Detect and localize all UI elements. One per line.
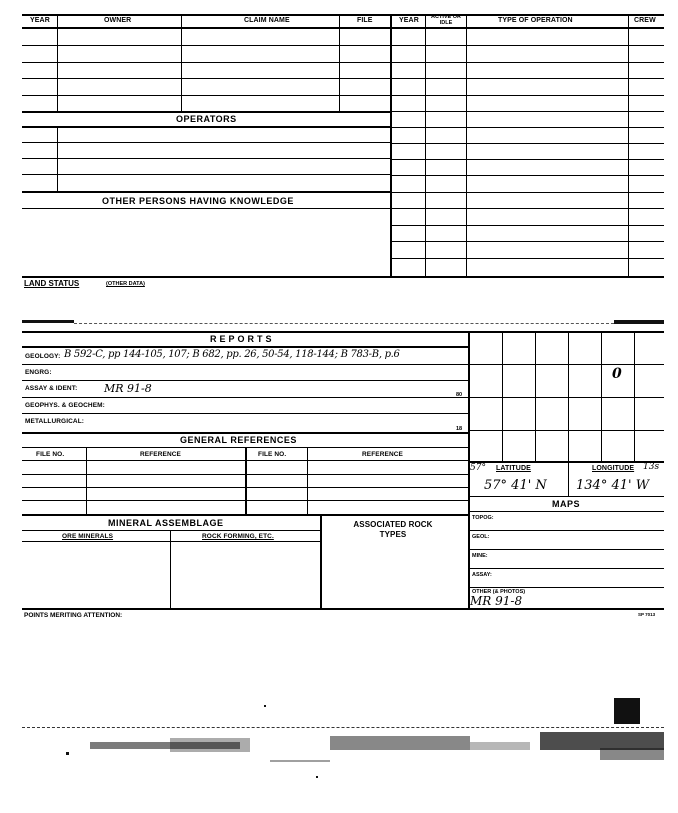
header-year: YEAR xyxy=(30,17,50,24)
geophys-label: GEOPHYS. & GEOCHEM: xyxy=(25,402,105,409)
assay-label: ASSAY & IDENT: xyxy=(25,385,78,392)
longitude-value: 134° 41' W xyxy=(576,478,650,493)
operators-label: OPERATORS xyxy=(176,114,237,124)
other-persons-label: OTHER PERSONS HAVING KNOWLEDGE xyxy=(102,196,294,206)
maps-other: OTHER (& PHOTOS) xyxy=(472,589,526,595)
header-crew: CREW xyxy=(634,17,656,24)
lat-prefix: 57° xyxy=(470,463,486,473)
grid-mark: 0 xyxy=(612,366,622,382)
metallurgical-label: METALLURGICAL: xyxy=(25,418,85,425)
general-references-title: GENERAL REFERENCES xyxy=(180,435,297,445)
land-status-sub: (OTHER DATA) xyxy=(106,281,145,287)
associated-rock-types: ASSOCIATED ROCK TYPES xyxy=(353,520,433,539)
assay-value: MR 91-8 xyxy=(104,382,152,395)
ref-header-reference-2: REFERENCE xyxy=(362,451,403,458)
ref-header-file-2: FILE NO. xyxy=(258,451,287,458)
header-file: FILE xyxy=(357,17,373,24)
engrg-label: ENGRG: xyxy=(25,369,52,376)
maps-other-value: MR 91-8 xyxy=(470,594,523,608)
points-meriting-label: POINTS MERITING ATTENTION: xyxy=(24,612,123,619)
maps-mine: MINE: xyxy=(472,553,488,559)
latitude-value: 57° 41' N xyxy=(484,478,547,493)
maps-geol: GEOL: xyxy=(472,534,490,540)
latitude-label: LATITUDE xyxy=(496,465,531,472)
longitude-label: LONGITUDE xyxy=(592,465,635,472)
header-owner: OWNER xyxy=(104,17,132,24)
form-number: SP 7013 xyxy=(638,612,656,617)
ref-header-file-1: FILE NO. xyxy=(36,451,65,458)
metal-num: 18 xyxy=(456,426,463,432)
header-type-operation: TYPE OF OPERATION xyxy=(498,17,573,24)
geology-value: B 592-C, pp 144-105, 107; B 682, pp. 26, 50-54, 118-144; B 783-B, p.6 xyxy=(64,349,400,360)
land-status-label: LAND STATUS xyxy=(24,279,80,288)
maps-assay: ASSAY: xyxy=(472,572,492,578)
assay-num: 80 xyxy=(456,392,463,398)
ore-minerals-label: ORE MINERALS xyxy=(62,533,114,540)
reports-title: REPORTS xyxy=(210,334,275,344)
rock-forming-label: ROCK FORMING, ETC. xyxy=(202,533,274,540)
mineral-assemblage-title: MINERAL ASSEMBLAGE xyxy=(108,518,224,528)
maps-title: MAPS xyxy=(552,499,581,509)
header-year-2: YEAR xyxy=(399,17,419,24)
header-claim-name: CLAIM NAME xyxy=(244,17,290,24)
header-active-idle: ACTIVE OR IDLE xyxy=(431,14,461,26)
longitude-suffix: 13s xyxy=(643,462,660,472)
ref-header-reference-1: REFERENCE xyxy=(140,451,181,458)
geology-label: GEOLOGY: xyxy=(25,353,61,360)
maps-topog: TOPOG: xyxy=(472,515,494,521)
